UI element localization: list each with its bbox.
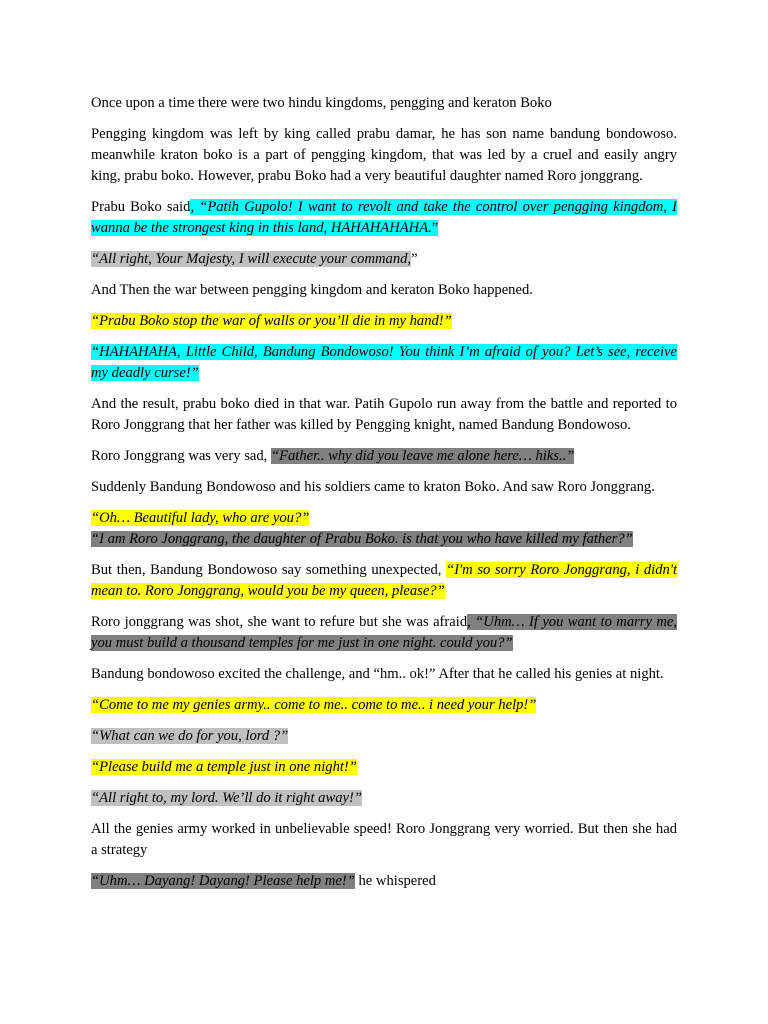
story-paragraph: [91, 788, 677, 809]
text-segment: And Then the war between pengging kingdom and keraton Boko happened.: [91, 282, 533, 298]
text-segment: Once upon a time there were two hindu kingdoms, pengging and keraton Boko: [91, 95, 552, 111]
text-segment: Bandung bondowoso excited the challenge, and “hm.. ok!” After that he called his genies at night.: [91, 666, 664, 682]
story-paragraph: [91, 612, 677, 654]
story-paragraph: [91, 93, 677, 114]
highlighted-text: “Father.. why did you leave me alone here… hiks..”: [270, 448, 575, 464]
highlighted-text: “All right to, my lord. We’ll do it right away!”: [91, 790, 362, 806]
story-paragraph: [91, 529, 677, 550]
story-paragraph: [91, 819, 677, 861]
story-paragraph: [91, 726, 677, 747]
story-paragraph: [91, 757, 677, 778]
text-segment: ”: [411, 251, 418, 267]
highlighted-text: “Come to me my genies army.. come to me.. come to me.. i need your help!”: [91, 697, 537, 713]
story-paragraph: [91, 560, 677, 602]
highlighted-text: “What can we do for you, lord ?”: [91, 728, 289, 744]
story-paragraph: [91, 311, 677, 332]
story-paragraph: [91, 124, 677, 187]
highlighted-text: “HAHAHAHA, Little Child, Bandung Bondowoso! You think I’m afraid of you? Let’s see, receive my deadly curse!”: [91, 344, 677, 381]
highlighted-text: “Uhm… Dayang! Dayang! Please help me!”: [91, 873, 355, 889]
story-paragraph: [91, 197, 677, 239]
story-paragraph: [91, 508, 677, 529]
highlighted-text: “Prabu Boko stop the war of walls or you’ll die in my hand!”: [91, 313, 452, 329]
highlighted-text: “Oh… Beautiful lady, who are you?”: [91, 510, 310, 526]
story-paragraph: [91, 249, 677, 270]
text-segment: But then, Bandung Bondowoso say something unexpected,: [91, 562, 447, 578]
text-segment: And the result, prabu boko died in that war. Patih Gupolo run away from the battle and reported to Roro Jonggrang that her father was killed by Pengging knight, named Bandung Bondowoso.: [91, 396, 677, 433]
story-paragraph: [91, 394, 677, 436]
story-paragraph: [91, 664, 677, 685]
story-paragraph: [91, 446, 677, 467]
text-segment: he whispered: [354, 873, 436, 889]
story-paragraph: [91, 477, 677, 498]
highlighted-text: “All right, Your Majesty, I will execute your command,: [91, 251, 412, 267]
text-segment: Roro jonggrang was shot, she want to refure but she was afraid: [91, 614, 468, 630]
story-paragraph: [91, 871, 677, 892]
text-segment: Suddenly Bandung Bondowoso and his soldiers came to kraton Boko. And saw Roro Jonggrang.: [91, 479, 655, 495]
story-paragraph: [91, 342, 677, 384]
highlighted-text: “I am Roro Jonggrang, the daughter of Prabu Boko. is that you who have killed my father?”: [91, 531, 633, 547]
document-page: [91, 93, 677, 902]
highlighted-text: , “Patih Gupolo! I want to revolt and take the control over pengging kingdom, I wanna be the strongest king in this land, HAHAHAHAHA.: [91, 199, 677, 236]
text-segment: Roro Jonggrang was very sad,: [91, 448, 271, 464]
text-segment: All the genies army worked in unbelievable speed! Roro Jonggrang very worried. But then she had a strategy: [91, 821, 677, 858]
highlighted-text: “I'm so sorry Roro Jonggrang, i didn't mean to. Roro Jonggrang, would you be my queen, please?”: [91, 562, 677, 599]
story-paragraph: [91, 695, 677, 716]
text-segment: Pengging kingdom was left by king called prabu damar, he has son name bandung bondowoso. meanwhile kraton boko is a part of pengging kingdom, that was led by a cruel and easily angry king, prabu boko. However, prabu Boko had a very beautiful daughter named Roro jonggrang.: [91, 126, 677, 184]
highlighted-text: “Please build me a temple just in one night!”: [91, 759, 357, 775]
highlighted-text: ”: [431, 220, 439, 236]
highlighted-text: , “Uhm… If you want to marry me, you must build a thousand temples for me just in one night. could you?”: [91, 614, 678, 651]
text-segment: Prabu Boko said: [91, 199, 191, 215]
story-paragraph: [91, 280, 677, 301]
